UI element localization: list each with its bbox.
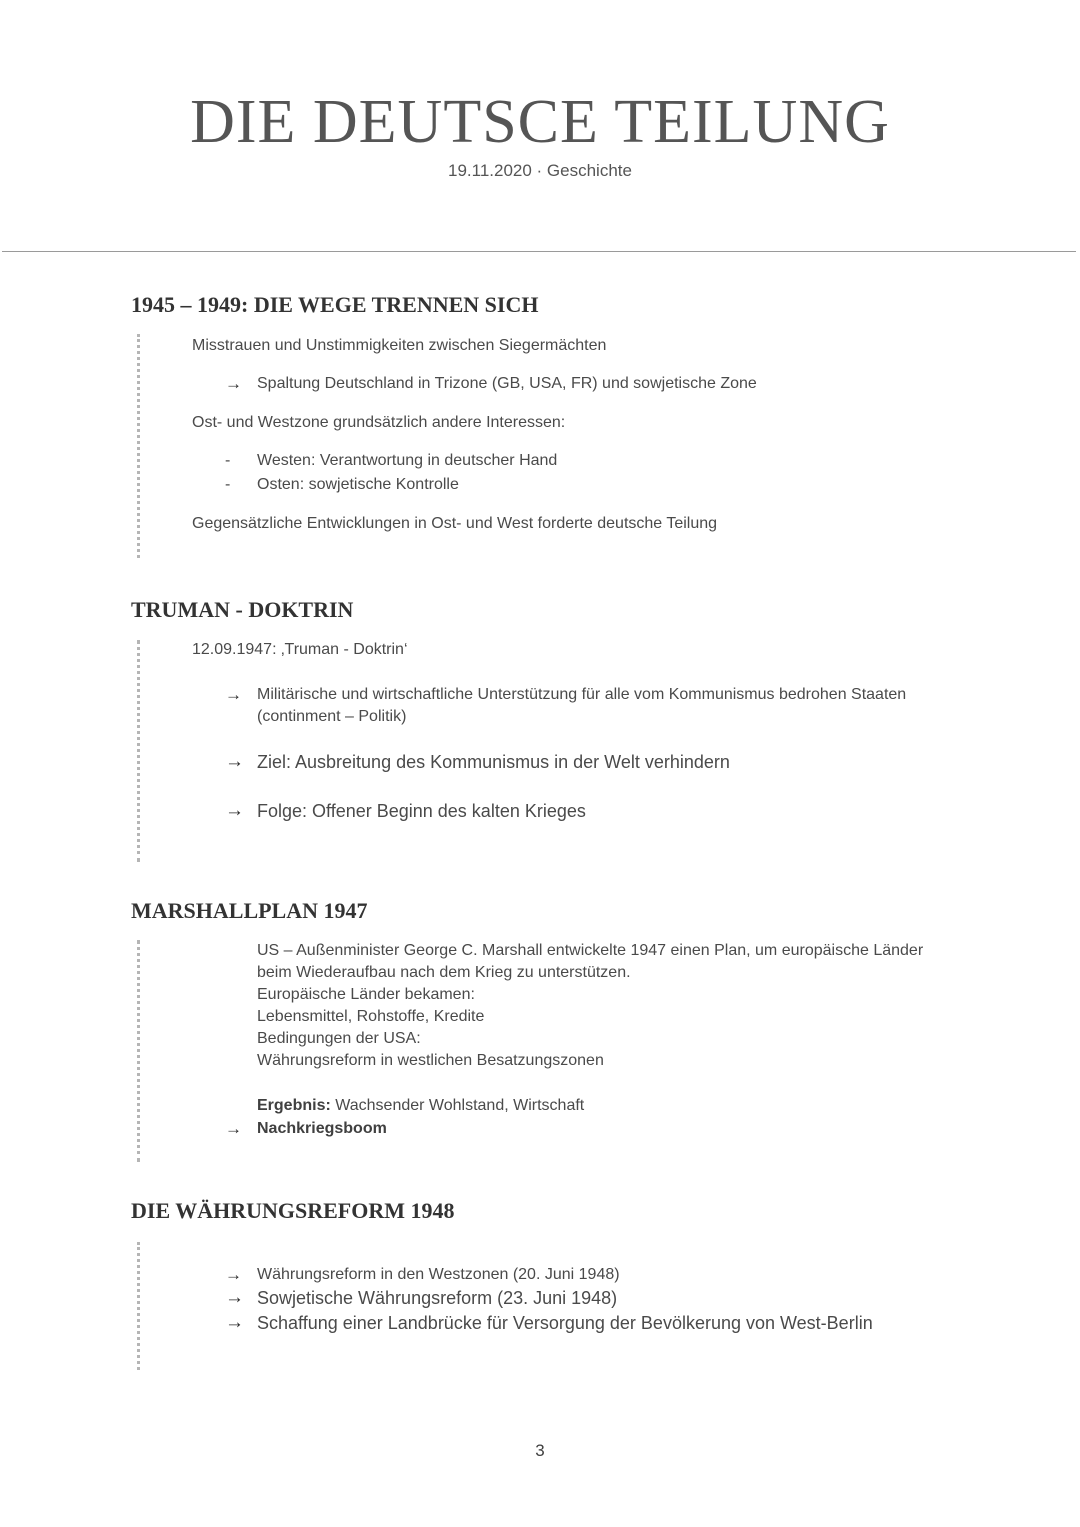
arrow-item: Ziel: Ausbreitung des Kommunismus in der Welt verhindern xyxy=(257,752,730,772)
result-label: Ergebnis: xyxy=(257,1097,331,1114)
section-quote-bar xyxy=(137,640,140,862)
arrow-right-icon: → xyxy=(225,1119,242,1138)
arrow-right-icon: → xyxy=(225,1265,242,1284)
arrow-item: Schaffung einer Landbrücke für Versorgung der Bevölkerung von West-Berlin xyxy=(257,1313,873,1333)
arrow-right-icon: → xyxy=(225,1312,244,1333)
text-line: 12.09.1947: ‚Truman - Doktrin‘ xyxy=(192,641,408,658)
arrow-item: Nachkriegsboom xyxy=(257,1120,387,1137)
page-number: 3 xyxy=(535,1441,545,1460)
arrow-right-icon: → xyxy=(225,751,244,772)
text-line: Gegensätzliche Entwicklungen in Ost- und West forderte deutsche Teilung xyxy=(192,515,718,532)
section-heading-wege-trennen-sich: 1945 – 1949: DIE WEGE TRENNEN SICH xyxy=(131,292,539,317)
text-line: Misstrauen und Unstimmigkeiten zwischen Siegermächten xyxy=(192,337,607,354)
result-line xyxy=(257,1095,584,1117)
page-subtitle: 19.11.2020 · Geschichte xyxy=(448,161,632,180)
dash-item: Westen: Verantwortung in deutscher Hand xyxy=(257,452,558,469)
arrow-item-continued: (continment – Politik) xyxy=(257,708,407,725)
arrow-right-icon: → xyxy=(225,374,242,393)
text-line: Währungsreform in westlichen Besatzungszonen xyxy=(257,1052,604,1069)
arrow-item: Währungsreform in den Westzonen (20. Juni 1948) xyxy=(257,1266,620,1283)
text-line: beim Wiederaufbau nach dem Krieg zu unterstützen. xyxy=(257,964,631,981)
section-heading-marshallplan: MARSHALLPLAN 1947 xyxy=(131,898,368,923)
section-quote-bar xyxy=(137,1242,140,1370)
text-line: Ost- und Westzone grundsätzlich andere Interessen: xyxy=(192,414,566,431)
arrow-right-icon: → xyxy=(225,1287,244,1308)
arrow-right-icon: → xyxy=(225,685,242,704)
text-line: Europäische Länder bekamen: xyxy=(257,986,475,1003)
dash-bullet-icon: - xyxy=(225,476,231,493)
section-heading-truman-doktrin: TRUMAN - DOKTRIN xyxy=(131,597,354,622)
dash-item: Osten: sowjetische Kontrolle xyxy=(257,476,459,493)
result-text: Wachsender Wohlstand, Wirtschaft xyxy=(330,1097,585,1114)
arrow-item: Sowjetische Währungsreform (23. Juni 1948) xyxy=(257,1288,618,1308)
arrow-item: Spaltung Deutschland in Trizone (GB, USA, FR) und sowjetische Zone xyxy=(257,375,757,392)
dash-bullet-icon: - xyxy=(225,452,231,469)
section-quote-bar xyxy=(137,334,140,558)
page-title: DIE DEUTSCE TEILUNG xyxy=(190,88,890,156)
text-line: Bedingungen der USA: xyxy=(257,1030,421,1047)
text-line: Lebensmittel, Rohstoffe, Kredite xyxy=(257,1008,485,1025)
arrow-item: Militärische und wirtschaftliche Unterstützung für alle vom Kommunismus bedrohen Staaten xyxy=(257,686,907,703)
arrow-right-icon: → xyxy=(225,800,244,821)
text-line: US – Außenminister George C. Marshall entwickelte 1947 einen Plan, um europäische Länder xyxy=(257,942,924,959)
section-quote-bar xyxy=(137,940,140,1162)
arrow-item: Folge: Offener Beginn des kalten Krieges xyxy=(257,801,586,821)
section-heading-waehrungsreform: DIE WÄHRUNGSREFORM 1948 xyxy=(131,1198,455,1223)
title-divider xyxy=(2,251,1076,252)
